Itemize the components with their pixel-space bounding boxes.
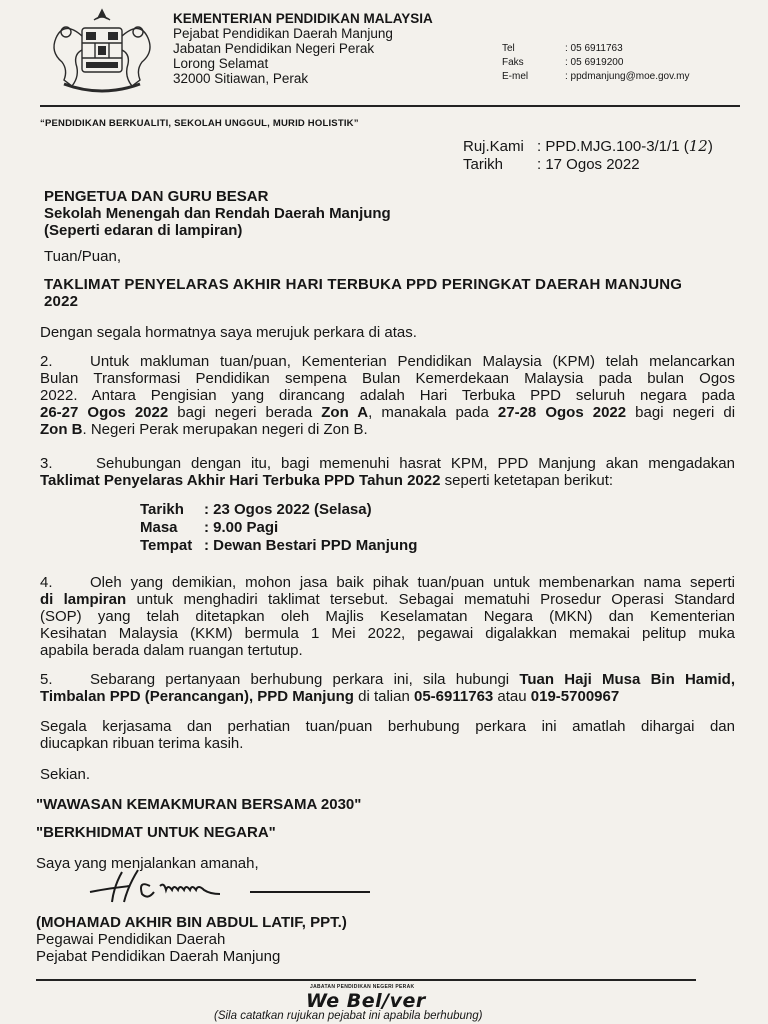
date-label: Tarikh [463, 156, 504, 173]
event-time-label: Masa [140, 519, 178, 536]
tel-value: : 05 6911763 [565, 43, 623, 54]
letterhead-divider [40, 105, 740, 107]
subject-line-1: TAKLIMAT PENYELARAS AKHIR HARI TERBUKA PPD PERINGKAT DAERAH MANJUNG [44, 276, 683, 293]
office-line: Pejabat Pendidikan Daerah Manjung [173, 26, 393, 41]
recipient-block [44, 188, 391, 239]
email-label: E-mel [502, 71, 529, 82]
email-value: : ppdmanjung@moe.gov.my [565, 71, 690, 82]
motto: “PENDIDIKAN BERKUALITI, SEKOLAH UNGGUL, MURID HOLISTIK” [40, 118, 359, 129]
subject-line-2: 2022 [44, 293, 79, 310]
event-details [140, 501, 417, 555]
recipient-schools: Sekolah Menengah dan Rendah Daerah Manjung [44, 205, 391, 222]
event-date-label: Tarikh [140, 501, 184, 518]
contact-labels [502, 42, 528, 84]
slogan-berkhidmat: "BERKHIDMAT UNTUK NEGARA" [36, 824, 276, 841]
footer-department: JABATAN PENDIDIKAN NEGERI PERAK [310, 984, 415, 990]
tel-label: Tel [502, 43, 515, 54]
subject [44, 276, 734, 310]
event-place-label: Tempat [140, 537, 193, 554]
reference-block: Ruj.Kami : PPD.MJG.100-3/1/1 (12) Tarikh : 17 Ogos 2022 [463, 137, 713, 173]
date-value: : 17 Ogos 2022 [537, 156, 640, 173]
postcode-line: 32000 Sitiawan, Perak [173, 71, 309, 86]
recipient-note: (Seperti edaran di lampiran) [44, 222, 243, 239]
trust-line: Saya yang menjalankan amanah, [36, 855, 259, 872]
sekian: Sekian. [40, 766, 91, 783]
ref-handwritten-number: 12 [688, 137, 708, 155]
event-place-value: : Dewan Bestari PPD Manjung [204, 537, 418, 554]
department-line: Jabatan Pendidikan Negeri Perak [173, 41, 375, 56]
handwritten-signature [80, 866, 380, 906]
slogan-wawasan: "WAWASAN KEMAKMURAN BERSAMA 2030" [36, 796, 362, 813]
opening-line: Dengan segala hormatnya saya merujuk perkara di atas. [40, 324, 417, 341]
signatory-office: Pejabat Pendidikan Daerah Manjung [36, 948, 281, 965]
event-date-value: : 23 Ogos 2022 (Selasa) [204, 501, 372, 518]
ministry-name: KEMENTERIAN PENDIDIKAN MALAYSIA [173, 11, 433, 26]
we-believe-logo: We Bel/ver [306, 990, 426, 1012]
signatory-block [36, 914, 347, 965]
contact-values [565, 42, 689, 84]
ref-label: Ruj.Kami [463, 138, 524, 155]
ref-value: : PPD.MJG.100-3/1/1 ( [537, 138, 689, 155]
fax-value: : 05 6919200 [565, 57, 624, 68]
closing-paragraph: Segala kerjasama dan perhatian tuan/puan berhubung perkara ini amatlah dihargai dan diucapkan ribuan terima kasih. [40, 718, 735, 752]
event-time-value: : 9.00 Pagi [204, 519, 279, 536]
recipient-title: PENGETUA DAN GURU BESAR [44, 188, 269, 205]
paragraph-5: 5. Sebarang pertanyaan berhubung perkara ini, sila hubungi Tuan Haji Musa Bin Hamid, Timbalan PPD (Perancangan), PPD Manjung di talian 05-6911763 atau 019-5700967 [40, 671, 735, 705]
footer-note: (Sila catatkan rujukan pejabat ini apabila berhubung) [214, 1010, 483, 1022]
paragraph-2: 2. Untuk makluman tuan/puan, Kementerian Pendidikan Malaysia (KPM) telah melancarkan Bulan Transformasi Pendidikan sempena Bulan Kemerdekaan Malaysia pada bulan Ogos 2022. Antara Pengisian yang dirancang adalah Hari Terbuka PPD seluruh negara pada 26-27 Ogos 2022 bagi negeri berada Zon A, manakala pada 27-28 Ogos 2022 bagi negeri di Zon B. Negeri Perak merupakan negeri di Zon B. [40, 353, 736, 438]
salutation: Tuan/Puan, [44, 248, 121, 265]
coat-of-arms-logo [42, 6, 162, 98]
paragraph-4: 4. Oleh yang demikian, mohon jasa baik pihak tuan/puan untuk membenarkan nama seperti di lampiran untuk menghadiri taklimat tersebut. Sebagai mematuhi Prosedur Operasi Standard (SOP) yang telah ditetapkan oleh Majlis Keselamatan Negara (MKN) dan Kementerian Kesihatan Malaysia (KKM) bermula 1 Mei 2022, pegawai digalakkan memakai pelitup muka apabila berada dalam ruangan tertutup. [40, 574, 735, 659]
signatory-title: Pegawai Pendidikan Daerah [36, 931, 226, 948]
letterhead-address [173, 11, 433, 86]
fax-label: Faks [502, 57, 524, 68]
signatory-name: (MOHAMAD AKHIR BIN ABDUL LATIF, PPT.) [36, 914, 347, 931]
paragraph-3: 3. Sehubungan dengan itu, bagi memenuhi hasrat KPM, PPD Manjung akan mengadakan Taklimat Penyelaras Akhir Hari Terbuka PPD Tahun 2022 seperti ketetapan berikut: [40, 455, 735, 489]
footer-divider [36, 979, 696, 981]
street-line: Lorong Selamat [173, 56, 269, 71]
